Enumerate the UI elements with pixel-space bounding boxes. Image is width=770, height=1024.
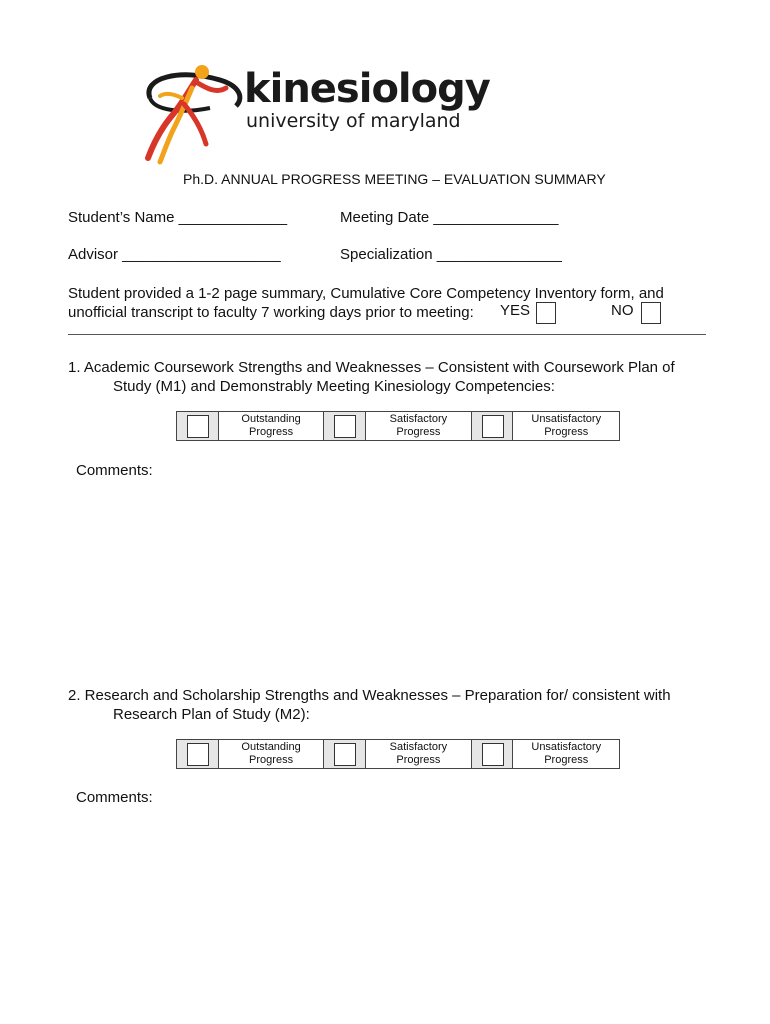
meeting-date-field[interactable]: Meeting Date _______________	[340, 209, 559, 226]
no-checkbox[interactable]	[641, 302, 661, 324]
unsatisfactory-checkbox[interactable]	[482, 415, 504, 438]
unsatisfactory-label: Unsatisfactory Progress	[531, 413, 602, 438]
section-1-heading-cont: Study (M1) and Demonstrably Meeting Kinesiology Competencies:	[113, 378, 555, 395]
satisfactory-label: Satisfactory Progress	[366, 740, 472, 768]
section-2-comments-area[interactable]	[76, 812, 696, 1002]
satisfactory-checkbox-cell	[324, 412, 366, 440]
section-2-rating-table	[176, 739, 620, 769]
unsatisfactory-checkbox[interactable]	[482, 743, 504, 766]
yes-label: YES	[500, 302, 531, 319]
unsatisfactory-label: Unsatisfactory Progress	[531, 741, 602, 766]
logo-wordmark: kinesiology	[244, 66, 490, 112]
satisfactory-label: Satisfactory Progress	[366, 412, 472, 440]
outstanding-checkbox-cell	[177, 412, 219, 440]
outstanding-label: Outstanding Progress	[219, 740, 325, 768]
specialization-field[interactable]: Specialization _______________	[340, 246, 562, 263]
outstanding-label: Outstanding Progress	[219, 412, 325, 440]
section-2-heading-cont: Research Plan of Study (M2):	[113, 706, 310, 723]
section-2-heading: 2. Research and Scholarship Strengths and Weaknesses – Preparation for/ consistent with	[68, 687, 671, 704]
satisfactory-checkbox[interactable]	[334, 743, 356, 766]
satisfactory-checkbox-cell	[324, 740, 366, 768]
form-title: Ph.D. ANNUAL PROGRESS MEETING – EVALUATION SUMMARY	[183, 171, 606, 187]
section-1-heading: 1. Academic Coursework Strengths and Weaknesses – Consistent with Coursework Plan of	[68, 359, 675, 376]
outstanding-checkbox-cell	[177, 740, 219, 768]
summary-statement-cont: unofficial transcript to faculty 7 working days prior to meeting:	[68, 304, 474, 321]
outstanding-checkbox[interactable]	[187, 743, 209, 766]
satisfactory-checkbox[interactable]	[334, 415, 356, 438]
section-2-comments-label: Comments:	[76, 789, 153, 806]
outstanding-checkbox[interactable]	[187, 415, 209, 438]
section-1-comments-label: Comments:	[76, 462, 153, 479]
yes-checkbox[interactable]	[536, 302, 556, 324]
unsatisfactory-checkbox-cell	[472, 412, 514, 440]
no-label: NO	[611, 302, 634, 319]
section-1-comments-area[interactable]	[76, 484, 696, 674]
logo-subtitle: university of maryland	[246, 110, 461, 132]
section-1-rating-table	[176, 411, 620, 441]
runner-logo-icon	[140, 58, 250, 168]
divider	[68, 334, 706, 335]
student-name-field[interactable]: Student’s Name _____________	[68, 209, 288, 226]
summary-statement: Student provided a 1-2 page summary, Cumulative Core Competency Inventory form, and	[68, 285, 664, 302]
unsatisfactory-checkbox-cell	[472, 740, 514, 768]
kinesiology-logo	[140, 58, 490, 168]
advisor-field[interactable]: Advisor ___________________	[68, 246, 281, 263]
